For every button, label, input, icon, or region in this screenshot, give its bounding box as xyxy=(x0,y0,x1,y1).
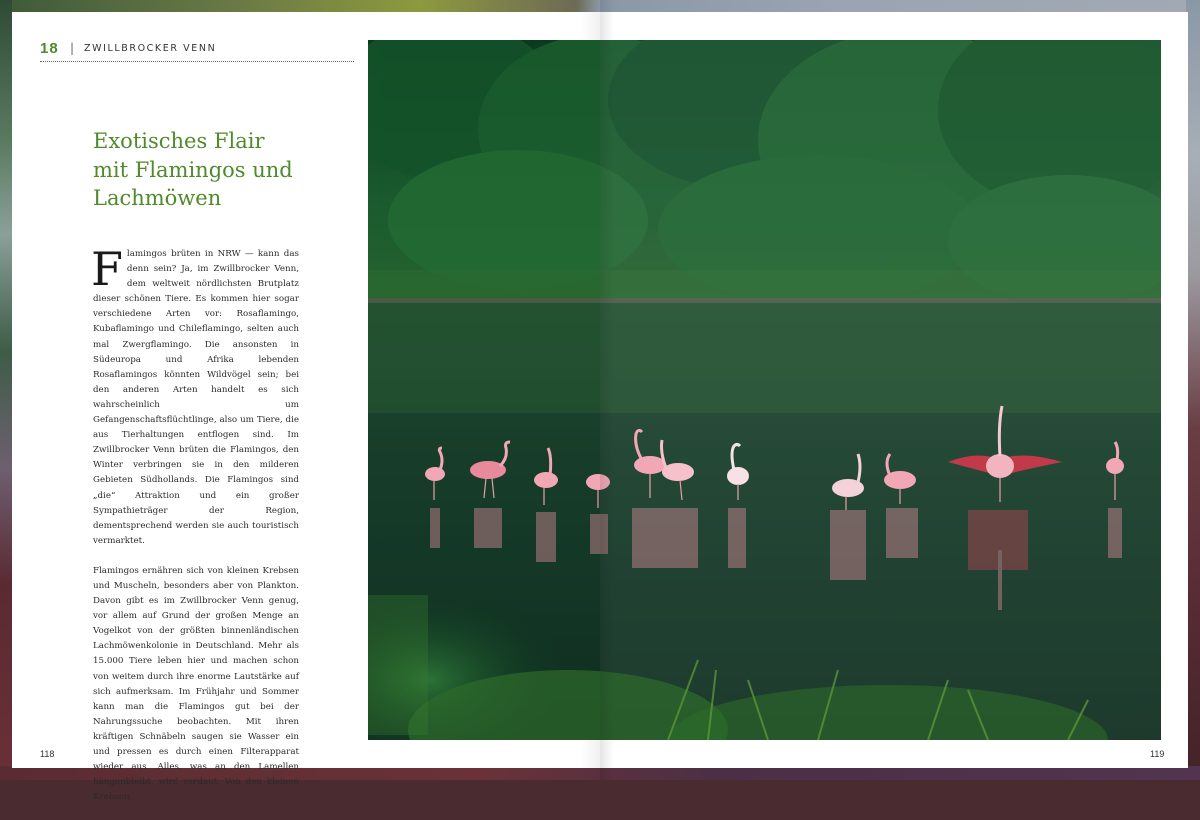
headline-line-2: mit Flamingos und xyxy=(93,157,293,182)
paragraph-1 xyxy=(91,242,299,549)
paragraph-2: Flamingos ernähren sich von kleinen Krebsen und Muscheln, besonders aber von Plankton. Davon gibt es im Zwillbrocker Venn genug, vor allem auf Grund der großen Menge an Vogelkot von der größten binnenländischen Lachmöwenkolonie in Deutschland. Mehr als 15.000 Tiere leben hier und machen schon von weitem durch ihre enorme Lautstärke auf sich aufmerksam. Im Frühjahr und Sommer kann man die Flamingos gut bei der Nahrungssuche beobachten. Mit ihren kräftigen Schnäbeln saugen sie Wasser ein und pressen es durch einen Filterapparat wieder aus. Alles, was an den Lamellen hängenbleibt, wird verdaut. Von den kleinen Krebsen xyxy=(93,565,299,803)
backdrop-right xyxy=(1186,0,1200,780)
photo-flamingos-icon xyxy=(368,40,1161,740)
page-number-left: 118 xyxy=(40,749,55,759)
header-separator: | xyxy=(70,41,75,55)
chapter-title: ZWILLBROCKER VENN xyxy=(84,43,217,54)
paragraph-1-text: lamingos brüten in NRW — kann das denn sein? Ja, im Zwillbrocker Venn, dem weltweit nördlichsten Brutplatz dieser schönen Tiere. Es kommen hier sogar verschiedene Arten vor: Rosaflamingo, Kubaflamingo und Chileflamingo, selten auch mal Zwergflamingo. Die ansonsten in Südeuropa und Afrika lebenden Rosaflamingos könnten Wildvögel sein; bei den anderen Arten handelt es sich wahrscheinlich um Gefangenschaftsflüchtlinge, also um Tiere, die aus Tierhaltungen entflogen sind. Im Zwillbrocker Venn brüten die Flamingos, den Winter verbringen sie in den milderen Gebieten Südhollands. Die Flamingos sind „die“ Attraktion und ein großer Sympathieträger der Region, dementsprechend werden sie auch touristisch vermarktet. xyxy=(93,249,299,546)
backdrop-top xyxy=(0,0,1200,12)
article-body xyxy=(91,242,299,820)
headline-line-3: Lachmöwen xyxy=(93,186,222,210)
flamingo-photo xyxy=(368,40,1161,740)
header-dotted-rule xyxy=(40,61,354,62)
chapter-number: 18 xyxy=(40,40,59,57)
headline-line-1: Exotisches Flair xyxy=(93,129,265,153)
article-headline xyxy=(93,127,343,213)
page-number-right: 119 xyxy=(1150,749,1165,759)
backdrop-left xyxy=(0,0,12,780)
drop-cap: F xyxy=(91,242,123,296)
